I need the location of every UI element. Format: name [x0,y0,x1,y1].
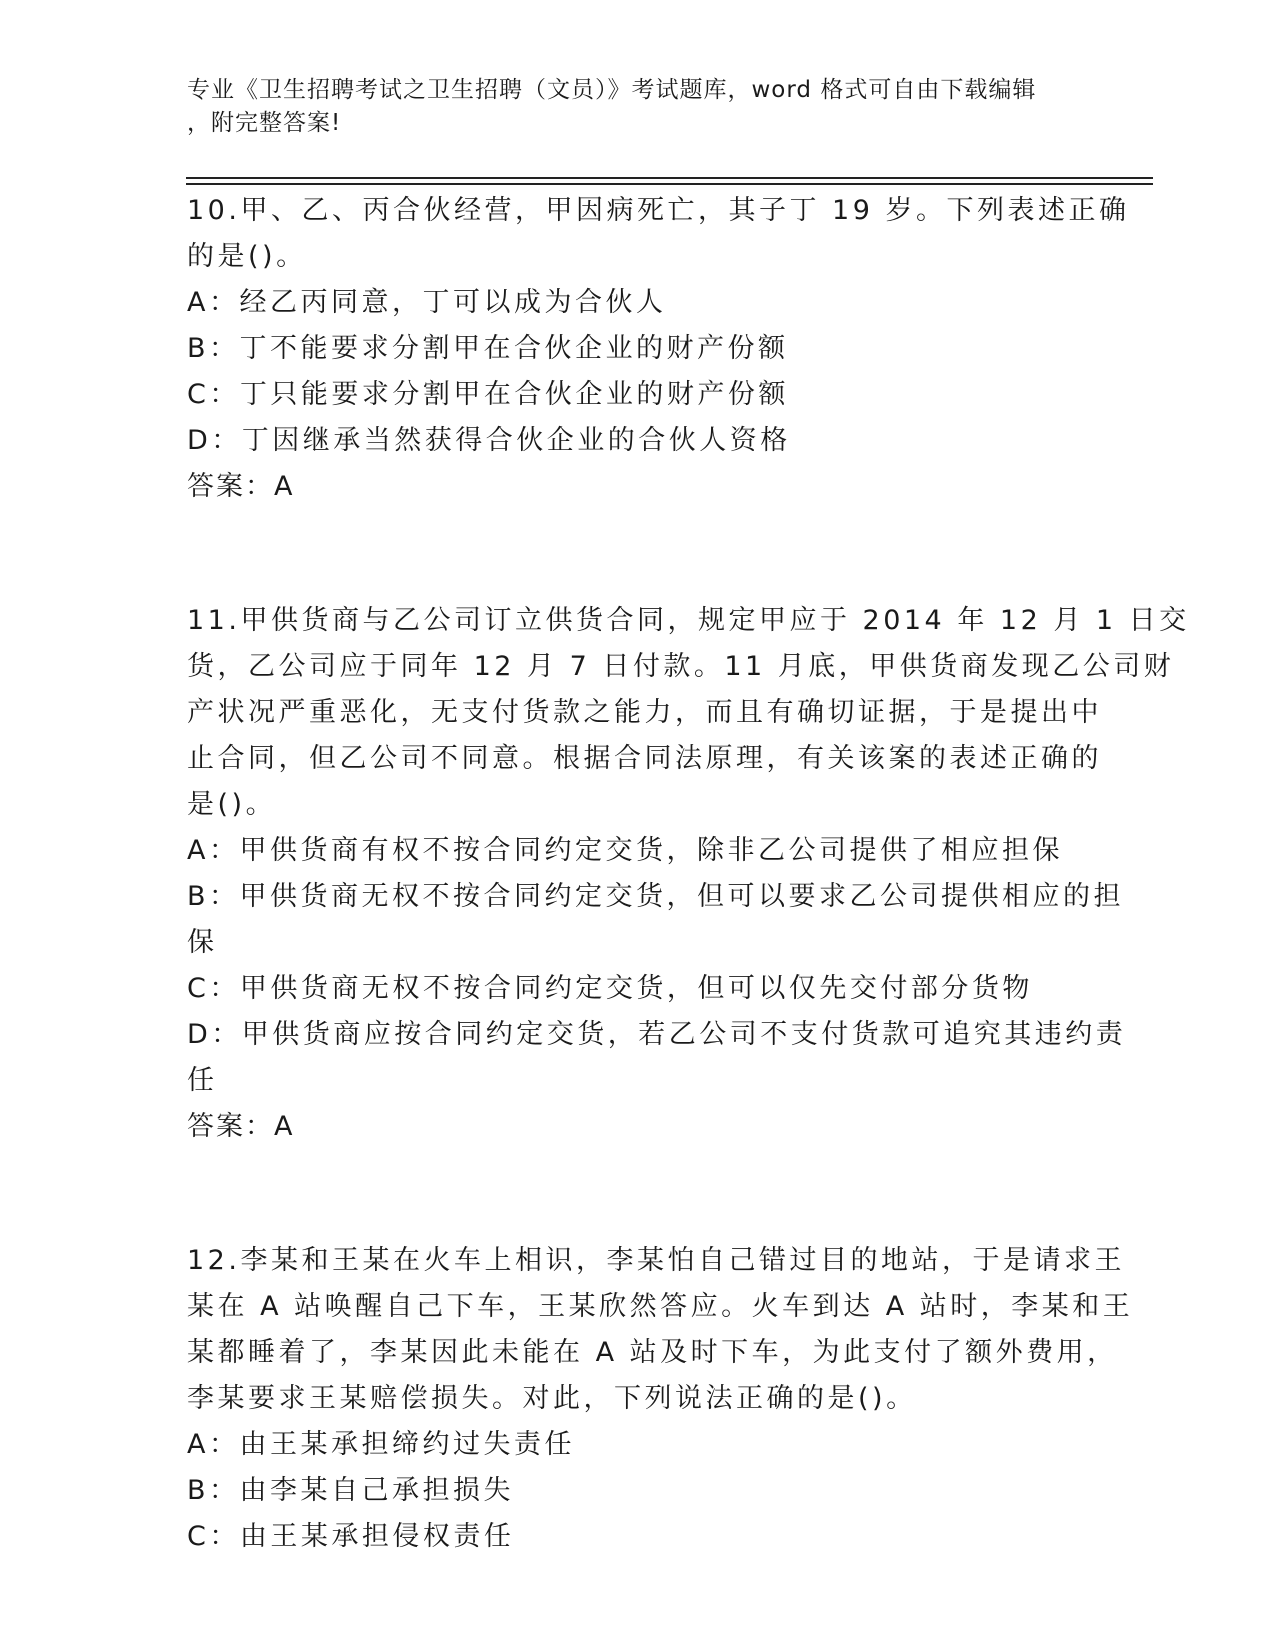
question-stem-line: 是()。 [187,789,277,820]
question-stem-line: 某在 A 站唤醒自己下车，王某欣然答应。火车到达 A 站时，李某和王 [187,1291,1134,1322]
question-stem-line: 11.甲供货商与乙公司订立供货合同，规定甲应于 2014 年 12 月 1 日交 [187,605,1190,636]
answer-label: 答案：A [187,471,295,502]
option-d-continued: 任 [187,1065,218,1096]
header-divider-top [186,177,1153,179]
header-divider-bottom [186,183,1153,185]
question-stem-line: 李某要求王某赔偿损失。对此，下列说法正确的是()。 [187,1383,917,1414]
option-a: A：经乙丙同意，丁可以成为合伙人 [187,287,667,318]
question-stem-line: 产状况严重恶化，无支付货款之能力，而且有确切证据，于是提出中 [187,697,1102,728]
question-stem-line: 某都睡着了，李某因此未能在 A 站及时下车，为此支付了额外费用， [187,1337,1118,1368]
option-c: C：甲供货商无权不按合同约定交货，但可以仅先交付部分货物 [187,973,1033,1004]
option-b-continued: 保 [187,927,218,958]
question-gap [187,1150,1087,1238]
question-gap [187,510,1087,598]
question-12 [187,1238,1134,1560]
option-d: D：甲供货商应按合同约定交货，若乙公司不支付货款可追究其违约责 [187,1019,1127,1050]
question-10 [187,188,1130,510]
option-c: C：丁只能要求分割甲在合伙企业的财产份额 [187,379,789,410]
header-line-2: ，附完整答案! [187,110,342,136]
option-b: B：由李某自己承担损失 [187,1475,515,1506]
option-a: A：甲供货商有权不按合同约定交货，除非乙公司提供了相应担保 [187,835,1063,866]
document-header [187,74,1067,140]
questions-container [187,188,1190,1560]
question-stem-line: 货，乙公司应于同年 12 月 7 日付款。11 月底，甲供货商发现乙公司财 [187,651,1175,682]
option-d: D：丁因继承当然获得合伙企业的合伙人资格 [187,425,791,456]
question-stem-line: 12.李某和王某在火车上相识，李某怕自己错过目的地站，于是请求王 [187,1245,1125,1276]
option-c: C：由王某承担侵权责任 [187,1521,515,1552]
question-stem-line: 止合同，但乙公司不同意。根据合同法原理，有关该案的表述正确的 [187,743,1102,774]
option-b: B：丁不能要求分割甲在合伙企业的财产份额 [187,333,789,364]
question-11 [187,598,1190,1150]
option-b: B：甲供货商无权不按合同约定交货，但可以要求乙公司提供相应的担 [187,881,1125,912]
question-stem-line: 的是()。 [187,241,307,272]
answer-label: 答案：A [187,1111,295,1142]
question-stem-line: 10.甲、乙、丙合伙经营，甲因病死亡，其子丁 19 岁。下列表述正确 [187,195,1130,226]
option-a: A：由王某承担缔约过失责任 [187,1429,575,1460]
header-line-1: 专业《卫生招聘考试之卫生招聘（文员）》考试题库，word 格式可自由下载编辑 [187,77,1037,103]
